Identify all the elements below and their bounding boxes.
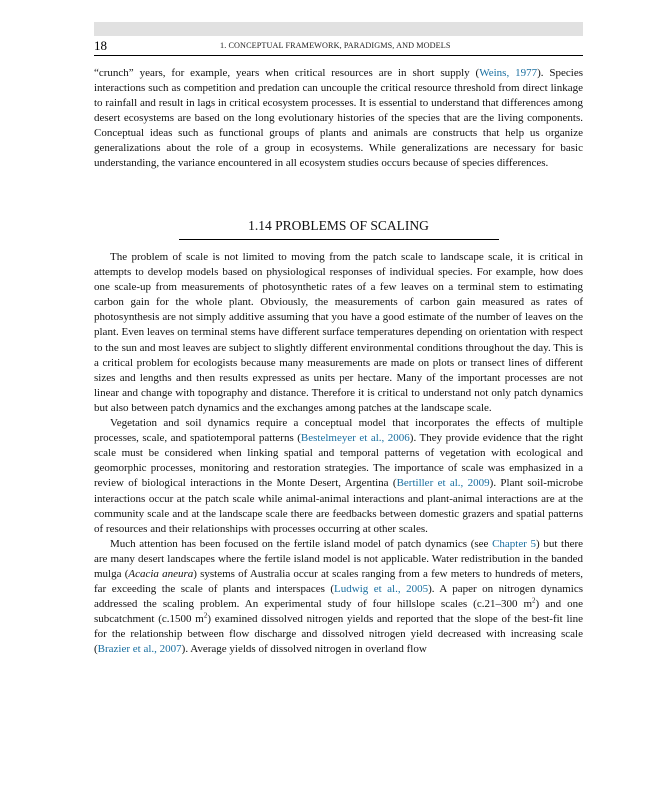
section-title: 1.14 PROBLEMS OF SCALING: [179, 218, 499, 240]
paragraph-2: [94, 416, 583, 537]
citation-link[interactable]: Brazier et al., 2007: [97, 643, 182, 656]
text-run: “crunch” years, for example, years when critical resources are in short supply (: [94, 67, 480, 79]
text-run: ). Plant soil-microbe interactions occur at the patch scale while animal-animal interactions and plant-animal interactions are at the community scale and at the landscape scale there are feedbacks between domestic grazers and spatial patterns of resources and their relationships with processes occurring at other scales.: [94, 477, 583, 535]
page-number: 18: [94, 38, 107, 53]
text-run: Much attention has been focused on the fertile island model of patch dynamics (see: [110, 537, 493, 550]
intro-block: [94, 66, 583, 171]
paragraph-3: [94, 537, 583, 658]
text-run: ). They provide evidence that the right scale must be considered when linking spatial and temporal patterns of vegetation with ecological and geomorphic processes, monitoring and restoration strategies. The importance of scale was emphasized in a review of biological interactions in the Monte Desert, Argentina (: [94, 432, 584, 490]
text-run: ). Average yields of dissolved nitrogen in overland flow: [181, 643, 427, 656]
section-heading: [94, 218, 583, 240]
running-head: 1. CONCEPTUAL FRAMEWORK, PARADIGMS, AND MODELS: [220, 41, 451, 50]
paragraph-1: The problem of scale is not limited to moving from the patch scale to landscape scale, it is critical in attempts to develop models based on physiological responses of individual species. For example, how does one scale-up from measurements of photosynthetic rates of a few leaves on a terminal stem to estimating carbon gain for the whole plant. Obviously, the measurements of carbon gain measured as rates of photosynthesis are not simply additive assuming that you have a good estimate of the number of leaves on the plant. Even leaves on terminal stems have different surface temperatures depending on orientation with respect to the sun and most leaves are subject to slightly different environmental conditions throughout the day. This is a critical problem for ecologists because many measurements are made on plots or transect lines of different sizes and lengths and then results expressed as units per hectare. Many of the important processes are not linear and change with topography and distance. Therefore it is critical to understand not only patch dynamics but also between patch dynamics and the exchanges among patches at the landscape scale.: [94, 251, 583, 414]
superscript: 2: [532, 596, 536, 605]
citation-link[interactable]: Weins, 1977: [479, 67, 538, 79]
citation-link[interactable]: Ludwig et al., 2005: [334, 583, 429, 596]
header-bar: [94, 22, 583, 36]
section-body: [94, 250, 583, 658]
superscript: 2: [203, 611, 208, 620]
text-run: ). A paper on nitrogen dynamics addressed the scaling problem. An experimental study of four hillslope scales (c.21–300 m: [94, 583, 583, 611]
text-run: ) but there are many desert landscapes where the fertile island model is not applicable. Water redistribution in the banded mulga (: [94, 537, 584, 580]
chapter-link[interactable]: Chapter 5: [492, 537, 537, 550]
text-run: ) systems of Australia occur at scales ranging from a few meters to hundreds of meters, far exceeding the scale of plants and interspaces (: [94, 567, 583, 596]
text-run: ). Species interactions such as competition and predation can uncouple the critical resource threshold from direct linkage to rainfall and result in lags in critical ecosystem processes. It is essential to understand that differences among desert ecosystems are based on the long evolutionary histories of the species that are the living components. Conceptual ideas such as functional groups of plants and animals are constructs that help us organize generalizations about the role of a group in ecosystems. While generalizations are necessary for basic understanding, the variance encountered in all ecosystem studies occurs because of species differences.: [94, 67, 583, 169]
citation-link[interactable]: Bertiller et al., 2009: [396, 477, 490, 490]
text-run: ) and one subcatchment (c.1500 m: [94, 598, 583, 626]
text-run: Vegetation and soil dynamics require a conceptual model that incorporates the effects of multiple processes, scale, and spatiotemporal patterns (: [94, 417, 583, 445]
citation-link[interactable]: Bestelmeyer et al., 2006: [300, 432, 410, 445]
intro-paragraph: [94, 66, 583, 171]
text-run: ) examined dissolved nitrogen yields and reported that the slope of the best-fit line for the relationship between flow discharge and dissolved nitrogen yield decreased with increasing scale (: [94, 613, 583, 656]
page-header: [94, 37, 583, 56]
species-name: Acacia aneura: [128, 567, 194, 580]
